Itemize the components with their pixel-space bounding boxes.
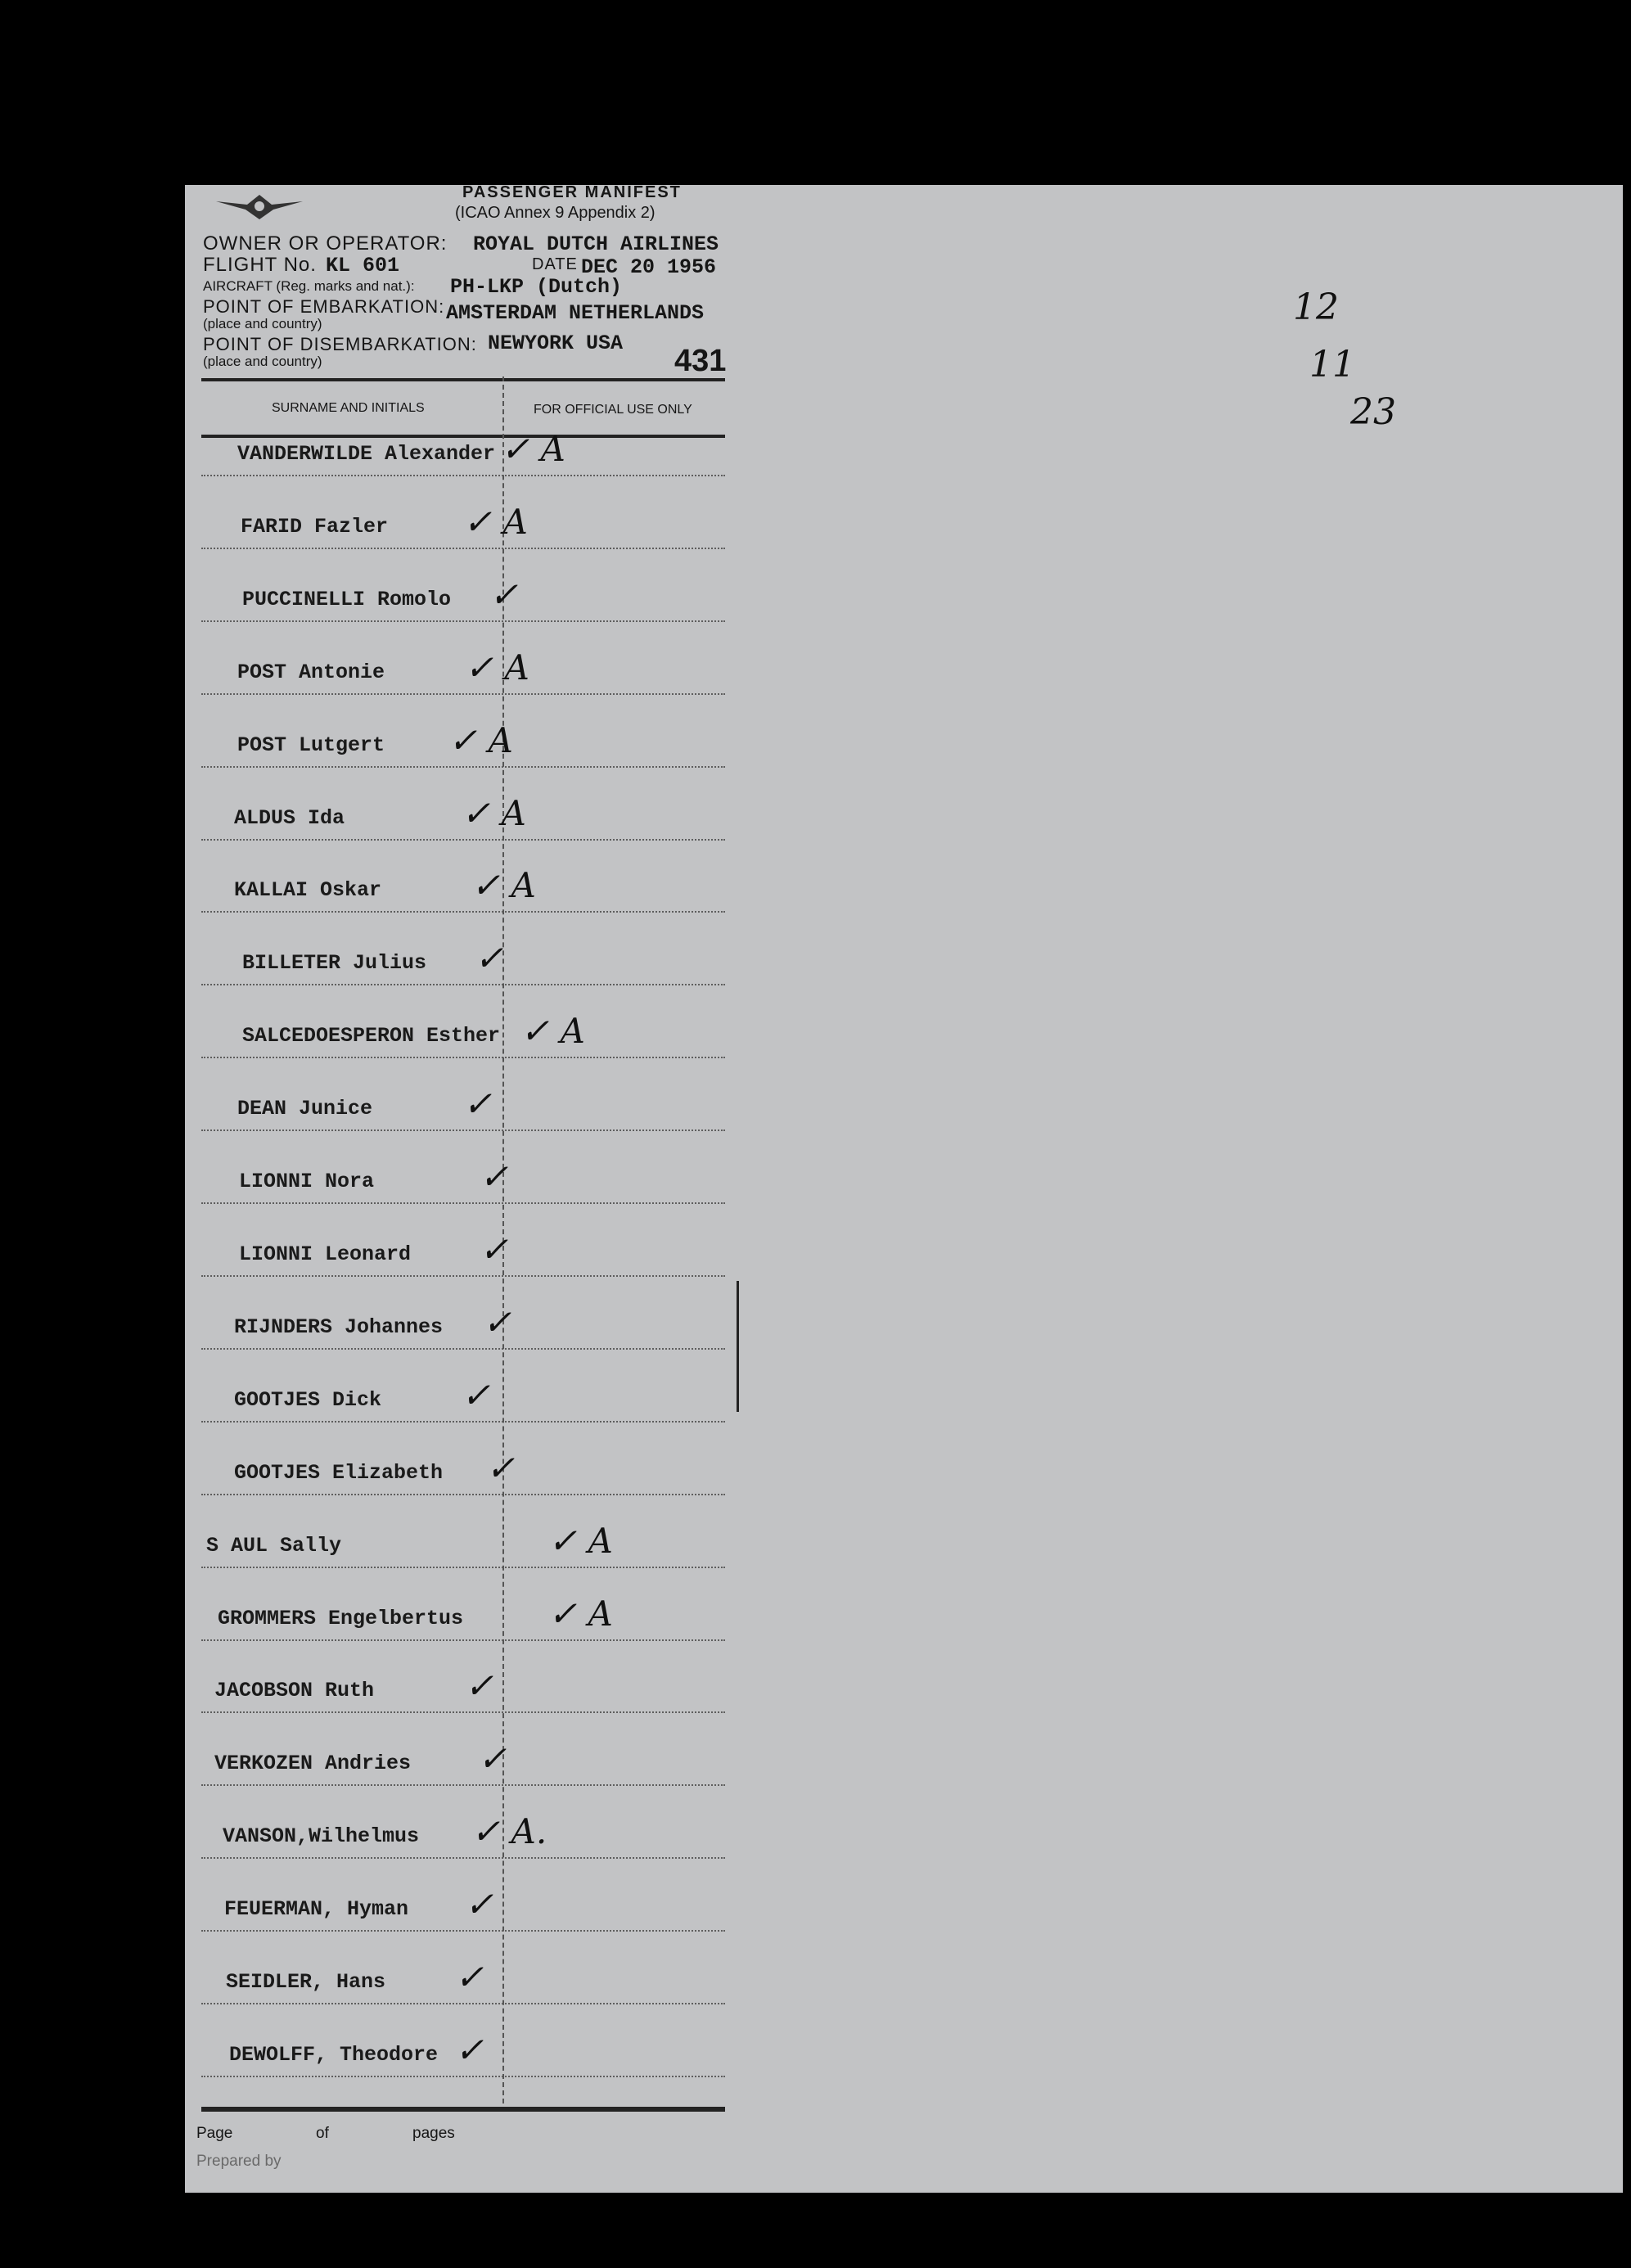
official-check-mark: ✓ bbox=[463, 1084, 493, 1124]
row-rule bbox=[201, 1202, 725, 1204]
footer-pages-label: pages bbox=[412, 2125, 455, 2142]
passenger-name: VANSON,Wilhelmus bbox=[223, 1824, 420, 1848]
row-rule bbox=[201, 475, 725, 476]
passenger-name: VERKOZEN Andries bbox=[214, 1752, 412, 1775]
tally-count-1: 12 bbox=[1293, 286, 1339, 328]
passenger-name: DEWOLFF, Theodore bbox=[229, 2043, 439, 2067]
official-check-mark: ✓ A bbox=[501, 429, 565, 469]
row-rule bbox=[201, 2076, 725, 2077]
passenger-name: LIONNI Leonard bbox=[239, 1242, 412, 1266]
official-check-mark: ✓ bbox=[465, 1666, 494, 1706]
passenger-name: S AUL Sally bbox=[206, 1534, 342, 1558]
row-rule bbox=[201, 620, 725, 622]
embarkation-hint: (place and country) bbox=[203, 316, 322, 331]
official-check-mark: ✓ A bbox=[462, 793, 526, 833]
passenger-name: DEAN Junice bbox=[237, 1097, 373, 1120]
official-check-mark: ✓ bbox=[465, 1884, 494, 1924]
footer-of-label: of bbox=[316, 2125, 329, 2142]
row-rule bbox=[201, 1567, 725, 1568]
owner-value: ROYAL DUTCH AIRLINES bbox=[473, 232, 719, 256]
column-header-surname: SURNAME AND INITIALS bbox=[272, 401, 425, 415]
owner-label: OWNER OR OPERATOR: bbox=[203, 232, 448, 255]
passenger-name: POST Antonie bbox=[237, 661, 385, 684]
tally-count-2: 11 bbox=[1309, 344, 1355, 386]
date-value: DEC 20 1956 bbox=[581, 255, 717, 279]
embarkation-label: POINT OF EMBARKATION: bbox=[203, 296, 445, 317]
manifest-subtitle: (ICAO Annex 9 Appendix 2) bbox=[455, 204, 656, 222]
disembarkation-hint: (place and country) bbox=[203, 354, 322, 369]
official-check-mark: ✓ A bbox=[463, 502, 528, 542]
row-rule bbox=[201, 1348, 725, 1350]
tally-count-3: 23 bbox=[1350, 391, 1396, 433]
passenger-name: GROMMERS Engelbertus bbox=[218, 1607, 464, 1630]
official-check-mark: ✓ bbox=[478, 1738, 507, 1779]
row-rule bbox=[201, 1711, 725, 1713]
official-check-mark: ✓ bbox=[489, 575, 519, 615]
row-rule bbox=[201, 1494, 725, 1495]
official-check-mark: ✓ A bbox=[471, 865, 536, 905]
row-rule bbox=[201, 693, 725, 695]
date-label: DATE bbox=[532, 255, 578, 273]
passenger-name: BILLETER Julius bbox=[242, 951, 427, 975]
header-rule bbox=[201, 378, 725, 381]
official-check-mark: ✓ A. bbox=[471, 1811, 547, 1851]
official-check-mark: ✓ bbox=[455, 1957, 484, 1997]
row-rule bbox=[201, 1930, 725, 1932]
passenger-name: JACOBSON Ruth bbox=[214, 1679, 375, 1702]
row-rule bbox=[201, 1421, 725, 1423]
row-rule bbox=[201, 984, 725, 985]
passenger-name: FEUERMAN, Hyman bbox=[224, 1897, 409, 1921]
footer-rule bbox=[201, 2107, 725, 2112]
footer-prepared-label: Prepared by bbox=[196, 2153, 282, 2170]
embarkation-value: AMSTERDAM NETHERLANDS bbox=[446, 301, 705, 325]
passenger-name: SALCEDOESPERON Esther bbox=[242, 1024, 501, 1048]
flight-value: KL 601 bbox=[326, 254, 400, 277]
official-check-mark: ✓ bbox=[462, 1375, 491, 1415]
row-rule bbox=[201, 766, 725, 768]
official-check-mark: ✓ bbox=[480, 1157, 509, 1197]
manifest-title: PASSENGER MANIFEST bbox=[462, 183, 682, 201]
row-rule bbox=[201, 1275, 725, 1277]
footer-page-label: Page bbox=[196, 2125, 233, 2142]
row-rule bbox=[201, 2003, 725, 2004]
passenger-name: SEIDLER, Hans bbox=[226, 1970, 386, 1994]
disembarkation-value: NEWYORK USA bbox=[488, 331, 624, 355]
official-check-mark: ✓ bbox=[483, 1302, 512, 1342]
passenger-name: LIONNI Nora bbox=[239, 1170, 375, 1193]
passenger-name: PUCCINELLI Romolo bbox=[242, 588, 452, 611]
row-rule bbox=[201, 1129, 725, 1131]
airline-logo-icon bbox=[214, 190, 304, 223]
official-check-mark: ✓ bbox=[455, 2030, 484, 2070]
manifest-page bbox=[185, 185, 1623, 2193]
official-check-mark: ✓ A bbox=[465, 647, 529, 688]
passenger-name: POST Lutgert bbox=[237, 733, 385, 757]
aircraft-label: AIRCRAFT (Reg. marks and nat.): bbox=[203, 278, 415, 294]
row-rule bbox=[201, 1057, 725, 1058]
row-rule bbox=[201, 1784, 725, 1786]
row-rule bbox=[201, 1857, 725, 1859]
disembarkation-label: POINT OF DISEMBARKATION: bbox=[203, 334, 477, 354]
column-header-rule bbox=[201, 435, 725, 438]
row-rule bbox=[201, 839, 725, 841]
flight-label: FLIGHT No. bbox=[203, 254, 317, 276]
official-check-mark: ✓ A bbox=[548, 1594, 613, 1634]
passenger-name: VANDERWILDE Alexander bbox=[237, 442, 496, 466]
official-check-mark: ✓ A bbox=[520, 1011, 585, 1051]
aircraft-value: PH-LKP (Dutch) bbox=[450, 275, 623, 299]
official-check-mark: ✓ bbox=[486, 1448, 516, 1488]
passenger-name: GOOTJES Elizabeth bbox=[234, 1461, 444, 1485]
row-rule bbox=[201, 911, 725, 913]
passenger-name: GOOTJES Dick bbox=[234, 1388, 382, 1412]
passenger-name: KALLAI Oskar bbox=[234, 878, 382, 902]
official-check-mark: ✓ A bbox=[448, 720, 513, 760]
passenger-name: FARID Fazler bbox=[241, 515, 389, 539]
page-number: 431 bbox=[674, 344, 727, 378]
official-check-mark: ✓ A bbox=[548, 1521, 613, 1561]
margin-bracket bbox=[737, 1281, 739, 1412]
passenger-name: RIJNDERS Johannes bbox=[234, 1315, 444, 1339]
official-check-mark: ✓ bbox=[475, 938, 504, 978]
column-header-official: FOR OFFICIAL USE ONLY bbox=[534, 403, 692, 417]
row-rule bbox=[201, 1639, 725, 1641]
row-rule bbox=[201, 548, 725, 549]
passenger-name: ALDUS Ida bbox=[234, 806, 345, 830]
official-check-mark: ✓ bbox=[480, 1229, 509, 1269]
